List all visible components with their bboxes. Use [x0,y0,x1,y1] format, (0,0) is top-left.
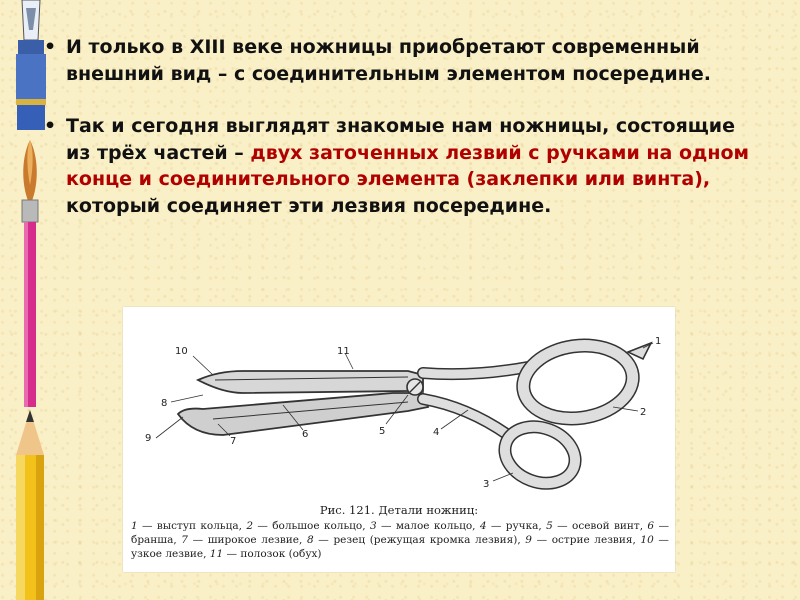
scissors-figure [123,307,675,572]
bullet-item [42,113,762,219]
part-number: 6 [302,429,309,440]
bullet-text-end: который соединяет эти лезвия посередине. [66,194,552,217]
pencil-icon [16,410,44,600]
figure-caption: 1 — выступ кольца, 2 — большое кольцо, 3 — малое кольцо, 4 — ручка, 5 — осевой винт, 6 — бранша, 7 — широкое лезвие, 8 — резец (режущая кромка лезвия), 9 — острие лезвия, 10 — узкое лезвие, 11 — полозок (обух) [131,520,669,560]
part-number: 7 [230,436,237,447]
part-number: 9 [145,433,152,444]
bullet-text: Так и сегодня выглядят знакомые нам ножницы, состоящие из трёх частей – [66,115,735,164]
bullet-item [42,34,762,87]
part-number: 10 [175,346,188,357]
figure-caption-title: Рис. 121. Детали ножниц: [319,503,479,517]
scissors-diagram [123,307,675,502]
paintbrush-icon [22,140,38,407]
highlighted-text: двух заточенных лезвий с ручками на одном конце и соединительного элемента (заклепки или винта), [66,141,750,190]
part-number: 8 [161,398,168,409]
part-number: 5 [379,426,386,437]
part-number: 3 [483,479,490,490]
part-number: 11 [337,346,350,357]
part-number: 1 [655,336,662,347]
bullet-marker: • [44,36,57,58]
part-number: 2 [640,407,647,418]
bullet-marker: • [44,115,57,137]
bullet-list [42,34,762,219]
part-number: 4 [433,427,440,438]
bullet-text: И только в XIII веке ножницы приобретают современный внешний вид – с соединительным элементом посередине. [66,36,711,85]
